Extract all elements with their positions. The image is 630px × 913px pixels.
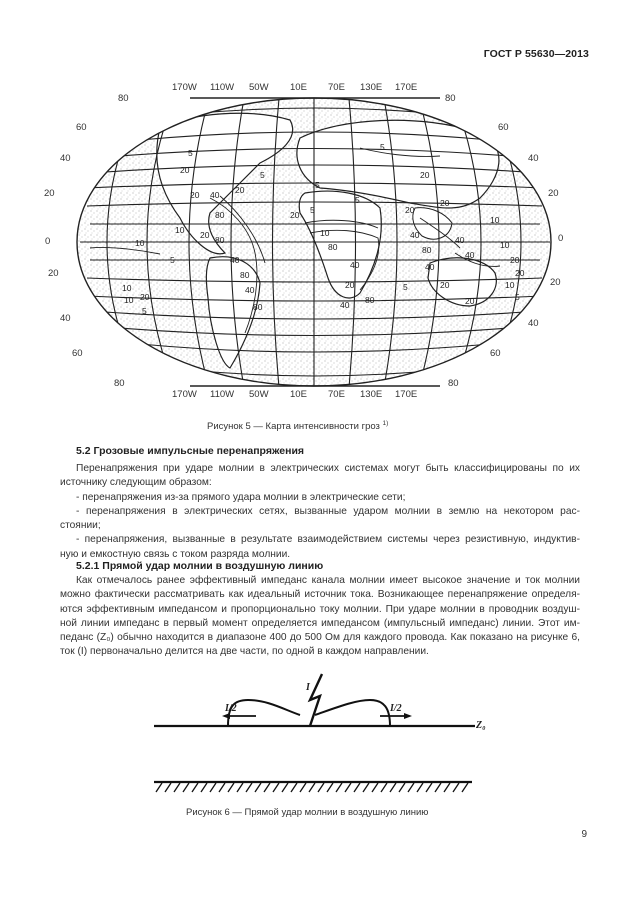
lon-label: 110W: [210, 389, 235, 400]
lat-label: 60: [490, 348, 501, 359]
svg-text:5: 5: [355, 195, 360, 205]
lon-label: 10E: [290, 82, 307, 93]
svg-text:5: 5: [188, 148, 193, 158]
lightning-strike-diagram: [150, 670, 490, 800]
lat-label: 80: [118, 93, 129, 104]
svg-text:80: 80: [328, 242, 338, 252]
svg-text:10: 10: [320, 228, 330, 238]
svg-text:80: 80: [215, 210, 225, 220]
svg-text:5: 5: [170, 255, 175, 265]
lon-label: 130E: [360, 82, 383, 93]
section-5-2-1-body: [60, 574, 580, 660]
lat-label: 0: [558, 233, 564, 244]
lat-label: 0: [45, 236, 51, 247]
svg-text:10: 10: [135, 238, 145, 248]
paragraph-line: ток (I) первоначально делится на две части, по одной в каждом направлении.: [60, 646, 429, 658]
svg-text:5: 5: [260, 170, 265, 180]
lat-label: 80: [448, 378, 459, 389]
half-current-right-label: I/2: [390, 703, 402, 714]
lat-label: 20: [44, 188, 55, 199]
lat-label: 20: [550, 277, 561, 288]
svg-text:20: 20: [190, 190, 200, 200]
section-5-2-body: [60, 462, 580, 562]
svg-text:20: 20: [345, 280, 355, 290]
lat-label: 80: [114, 378, 125, 389]
paragraph-line: педанс (Z₀) обычно находится в диапазоне 400 до 500 Ом для каждого провода. Как показано на рисунке 6,: [60, 632, 580, 644]
svg-text:20: 20: [200, 230, 210, 240]
list-item: - перенапряжения из-за прямого удара молнии в электрические сети;: [76, 491, 406, 503]
impedance-label: Z₀: [476, 720, 486, 731]
svg-text:80: 80: [215, 235, 225, 245]
svg-text:40: 40: [455, 235, 465, 245]
svg-text:10: 10: [500, 240, 510, 250]
lat-label: 20: [48, 268, 59, 279]
lon-label: 70E: [328, 389, 345, 400]
svg-text:20: 20: [140, 292, 150, 302]
lat-label: 40: [528, 318, 539, 329]
svg-text:20: 20: [290, 210, 300, 220]
paragraph-line: можно фактически рассматривать как идеальный источник тока. Возникающее перенапряжение определя-: [60, 589, 580, 601]
svg-text:10: 10: [124, 295, 134, 305]
svg-text:20: 20: [465, 296, 475, 306]
svg-text:40: 40: [210, 190, 220, 200]
section-5-2-heading: 5.2 Грозовые импульсные перенапряжения: [76, 445, 305, 457]
svg-text:20: 20: [235, 185, 245, 195]
list-item: - перенапряжения, вызванные в результате взаимодействием системы через резистивную, индуктив-: [76, 534, 580, 546]
figure-5-caption: [207, 420, 388, 432]
lon-label: 50W: [249, 389, 269, 400]
svg-text:40: 40: [245, 285, 255, 295]
page-number: 9: [581, 829, 587, 840]
lon-label: 130E: [360, 389, 383, 400]
section-5-2-1-heading: 5.2.1 Прямой удар молнии в воздушную линию: [76, 560, 324, 572]
svg-text:5: 5: [515, 292, 520, 302]
svg-text:10: 10: [175, 225, 185, 235]
current-label: I: [306, 682, 310, 693]
figure-5-caption-text: Рисунок 5 — Карта интенсивности гроз: [207, 421, 380, 433]
lat-label: 40: [60, 153, 71, 164]
svg-text:10: 10: [505, 280, 515, 290]
svg-text:20: 20: [180, 165, 190, 175]
svg-text:40: 40: [410, 230, 420, 240]
svg-text:40: 40: [340, 300, 350, 310]
svg-text:40: 40: [465, 250, 475, 260]
svg-text:80: 80: [253, 302, 263, 312]
svg-text:80: 80: [422, 245, 432, 255]
svg-text:5: 5: [315, 180, 320, 190]
svg-text:80: 80: [240, 270, 250, 280]
lat-label: 60: [498, 122, 509, 133]
paragraph-line: Перенапряжения при ударе молнии в электрических системах могут быть классифицированы по их: [76, 463, 580, 474]
half-current-left-label: I/2: [225, 703, 237, 714]
svg-text:40: 40: [350, 260, 360, 270]
list-item-continuation: стоянии;: [60, 520, 101, 532]
lon-label: 170W: [172, 389, 197, 400]
svg-text:20: 20: [515, 268, 525, 278]
lon-label: 10E: [290, 389, 307, 400]
svg-text:5: 5: [310, 205, 315, 215]
svg-text:20: 20: [510, 255, 520, 265]
lightning-diagram-graphic: [150, 670, 490, 800]
lat-label: 80: [445, 93, 456, 104]
lon-label: 50W: [249, 82, 269, 93]
svg-text:5: 5: [380, 142, 385, 152]
svg-text:5: 5: [142, 306, 147, 316]
svg-text:5: 5: [403, 282, 408, 292]
lon-label: 170E: [395, 389, 418, 400]
lon-label: 110W: [210, 82, 235, 93]
lat-label: 60: [76, 122, 87, 133]
lat-label: 40: [528, 153, 539, 164]
page-header: ГОСТ Р 55630—2013: [483, 48, 589, 60]
lat-label: 60: [72, 348, 83, 359]
paragraph-line: Как отмечалось ранее эффективный импеданс канала молнии имеет высокое значение и ток молнии: [76, 575, 580, 586]
lon-label: 70E: [328, 82, 345, 93]
lon-label: 170W: [172, 82, 197, 93]
lat-label: 20: [548, 188, 559, 199]
svg-text:20: 20: [405, 205, 415, 215]
svg-text:40: 40: [230, 255, 240, 265]
svg-text:10: 10: [122, 283, 132, 293]
footnote-marker: 1): [382, 420, 389, 427]
paragraph-line: источнику следующим образом:: [60, 477, 212, 489]
thunderstorm-map-figure: [44, 78, 570, 408]
svg-text:40: 40: [425, 262, 435, 272]
svg-text:20: 20: [440, 198, 450, 208]
svg-text:20: 20: [420, 170, 430, 180]
svg-text:80: 80: [365, 295, 375, 305]
figure-6-caption: Рисунок 6 — Прямой удар молнии в воздушную линию: [186, 807, 429, 818]
list-item-continuation: ную и емкостную связь с током разряда молнии.: [60, 548, 291, 560]
lat-label: 40: [60, 313, 71, 324]
paragraph-line: ются эффективным импедансом и пропорционально току молнии. При ударе молнии в проводник воздуш-: [60, 603, 580, 615]
lon-label: 170E: [395, 82, 418, 93]
svg-text:20: 20: [440, 280, 450, 290]
list-item: - перенапряжения в электрических сетях, вызванные ударом молнии в землю на некотором рас-: [76, 505, 580, 517]
paragraph-line: ной линии импеданс в первый момент определяется импедансом (импульсный импеданс) линии. Этот им-: [60, 617, 580, 629]
svg-text:10: 10: [490, 215, 500, 225]
